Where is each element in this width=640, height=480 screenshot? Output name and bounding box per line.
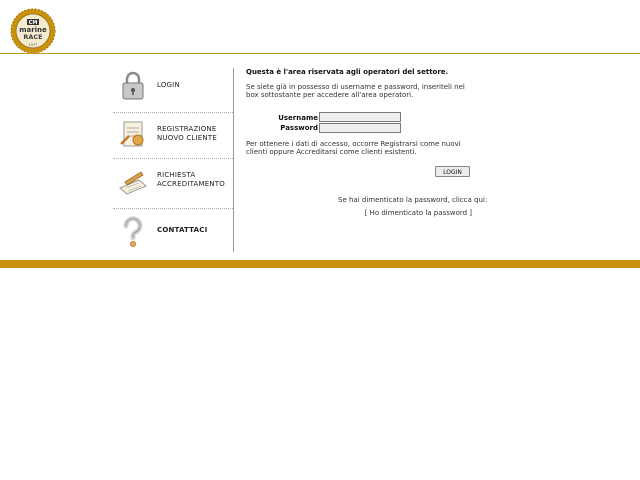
logo-line2: RACE <box>23 33 43 41</box>
logo-line1: marine <box>19 26 47 34</box>
sidebar-item-accreditamento[interactable] <box>113 166 233 210</box>
registration-document-icon <box>117 118 149 150</box>
logo-year: 1977 <box>28 43 38 47</box>
sidebar-item-label <box>157 171 225 189</box>
sidebar-item-label-line1: REGISTRAZIONE <box>157 125 217 133</box>
password-label: Password <box>280 124 318 132</box>
sidebar-item-label-line2: ACCREDITAMENTO <box>157 180 225 188</box>
access-info <box>246 140 471 156</box>
question-mark-icon <box>117 216 149 248</box>
vertical-divider <box>233 68 234 252</box>
padlock-icon <box>117 70 149 102</box>
access-suffix: come clienti esistenti. <box>337 148 417 156</box>
sidebar-item-label: CONTATTACI <box>157 226 208 234</box>
username-label: Username <box>278 114 318 122</box>
page-title: Questa è l'area riservata agli operatori del settore. <box>246 68 449 76</box>
sidebar-item-registrazione[interactable] <box>113 118 233 162</box>
sidebar-item-label: LOGIN <box>157 81 180 89</box>
sidebar-item-login[interactable] <box>113 70 233 114</box>
pen-document-icon <box>117 166 149 198</box>
register-link[interactable]: Registrarsi <box>380 140 418 148</box>
forgot-password-text: Se hai dimenticato la password, clicca qui: <box>338 196 488 204</box>
sidebar-item-contattaci[interactable] <box>113 216 233 260</box>
sidebar-item-label <box>157 125 217 143</box>
sidebar-separator <box>113 208 233 209</box>
sidebar-separator <box>113 158 233 159</box>
accredit-link[interactable]: Accreditarsi <box>296 148 338 156</box>
footer-bar <box>0 260 640 268</box>
username-input[interactable] <box>319 112 401 122</box>
logo-badge-text: CM <box>28 20 38 26</box>
logo-icon[interactable] <box>10 8 56 54</box>
intro-text: Se siete già in possesso di username e password, inseriteli nel box sottostante per accedere all'area operatori. <box>246 83 465 99</box>
sidebar-item-label-line1: RICHIESTA <box>157 171 196 179</box>
access-middle: come nuovi clienti oppure <box>246 140 461 156</box>
sidebar-separator <box>113 112 233 113</box>
access-prefix: Per ottenere i dati di accesso, occorre <box>246 140 381 148</box>
login-button[interactable]: LOGIN <box>435 166 470 177</box>
sidebar-item-label-line2: NUOVO CLIENTE <box>157 134 217 142</box>
password-input[interactable] <box>319 123 401 133</box>
header-divider <box>0 53 640 54</box>
header <box>0 0 640 54</box>
forgot-password-link[interactable]: [ Ho dimenticato la password ] <box>364 209 472 217</box>
